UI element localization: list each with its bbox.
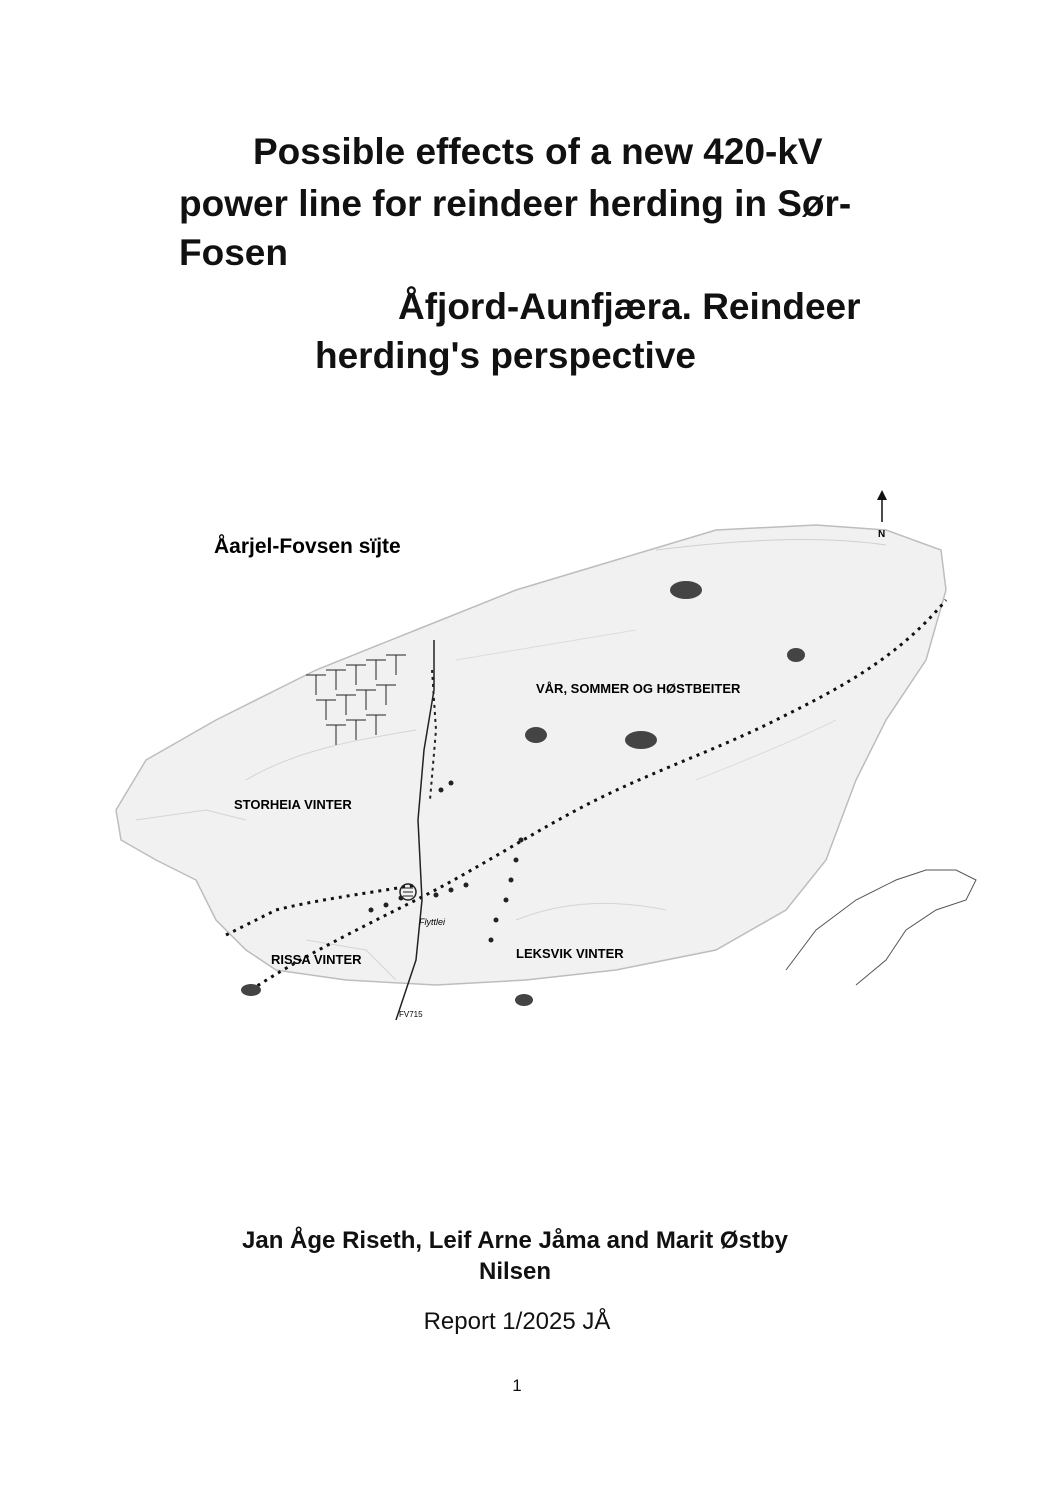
label-fv715: FV715 — [399, 1010, 423, 1019]
north-label: N — [878, 529, 886, 540]
reindeer-icon — [241, 984, 261, 996]
label-leksvik-vinter: LEKSVIK VINTER — [516, 946, 624, 961]
title-line-1: Possible effects of a new 420-kV — [253, 131, 823, 172]
reindeer-icon — [670, 581, 702, 599]
label-storheia-vinter: STORHEIA VINTER — [234, 797, 352, 812]
north-arrow-icon — [877, 490, 887, 522]
authors-line-1: Jan Åge Riseth, Leif Arne Jåma and Marit Østby — [242, 1227, 788, 1254]
reindeer-icon — [515, 994, 533, 1006]
label-var-sommer-hostbeiter: VÅR, SOMMER OG HØSTBEITER — [536, 681, 741, 696]
report-number: Report 1/2025 JÅ — [423, 1308, 611, 1335]
subtitle-line-1: Åfjord-Aunfjæra. Reindeer — [398, 286, 861, 327]
label-flyttlei: Flyttlei — [419, 917, 446, 927]
norway-inset-map — [786, 870, 976, 985]
reindeer-icon — [787, 648, 805, 662]
landmass — [116, 525, 946, 985]
subtitle-line-2: herding's perspective — [315, 335, 696, 376]
reindeer-icon — [525, 727, 547, 743]
page-number: 1 — [512, 1376, 522, 1395]
map-heading: Åarjel-Fovsen sïjte — [214, 535, 401, 558]
herding-area-map — [96, 480, 986, 1019]
title-line-2: power line for reindeer herding in Sør- — [179, 183, 852, 224]
reindeer-icon — [625, 731, 657, 749]
title-line-3: Fosen — [179, 232, 288, 273]
label-rissa-vinter: RISSA VINTER — [271, 952, 362, 967]
authors-line-2: Nilsen — [478, 1258, 552, 1285]
